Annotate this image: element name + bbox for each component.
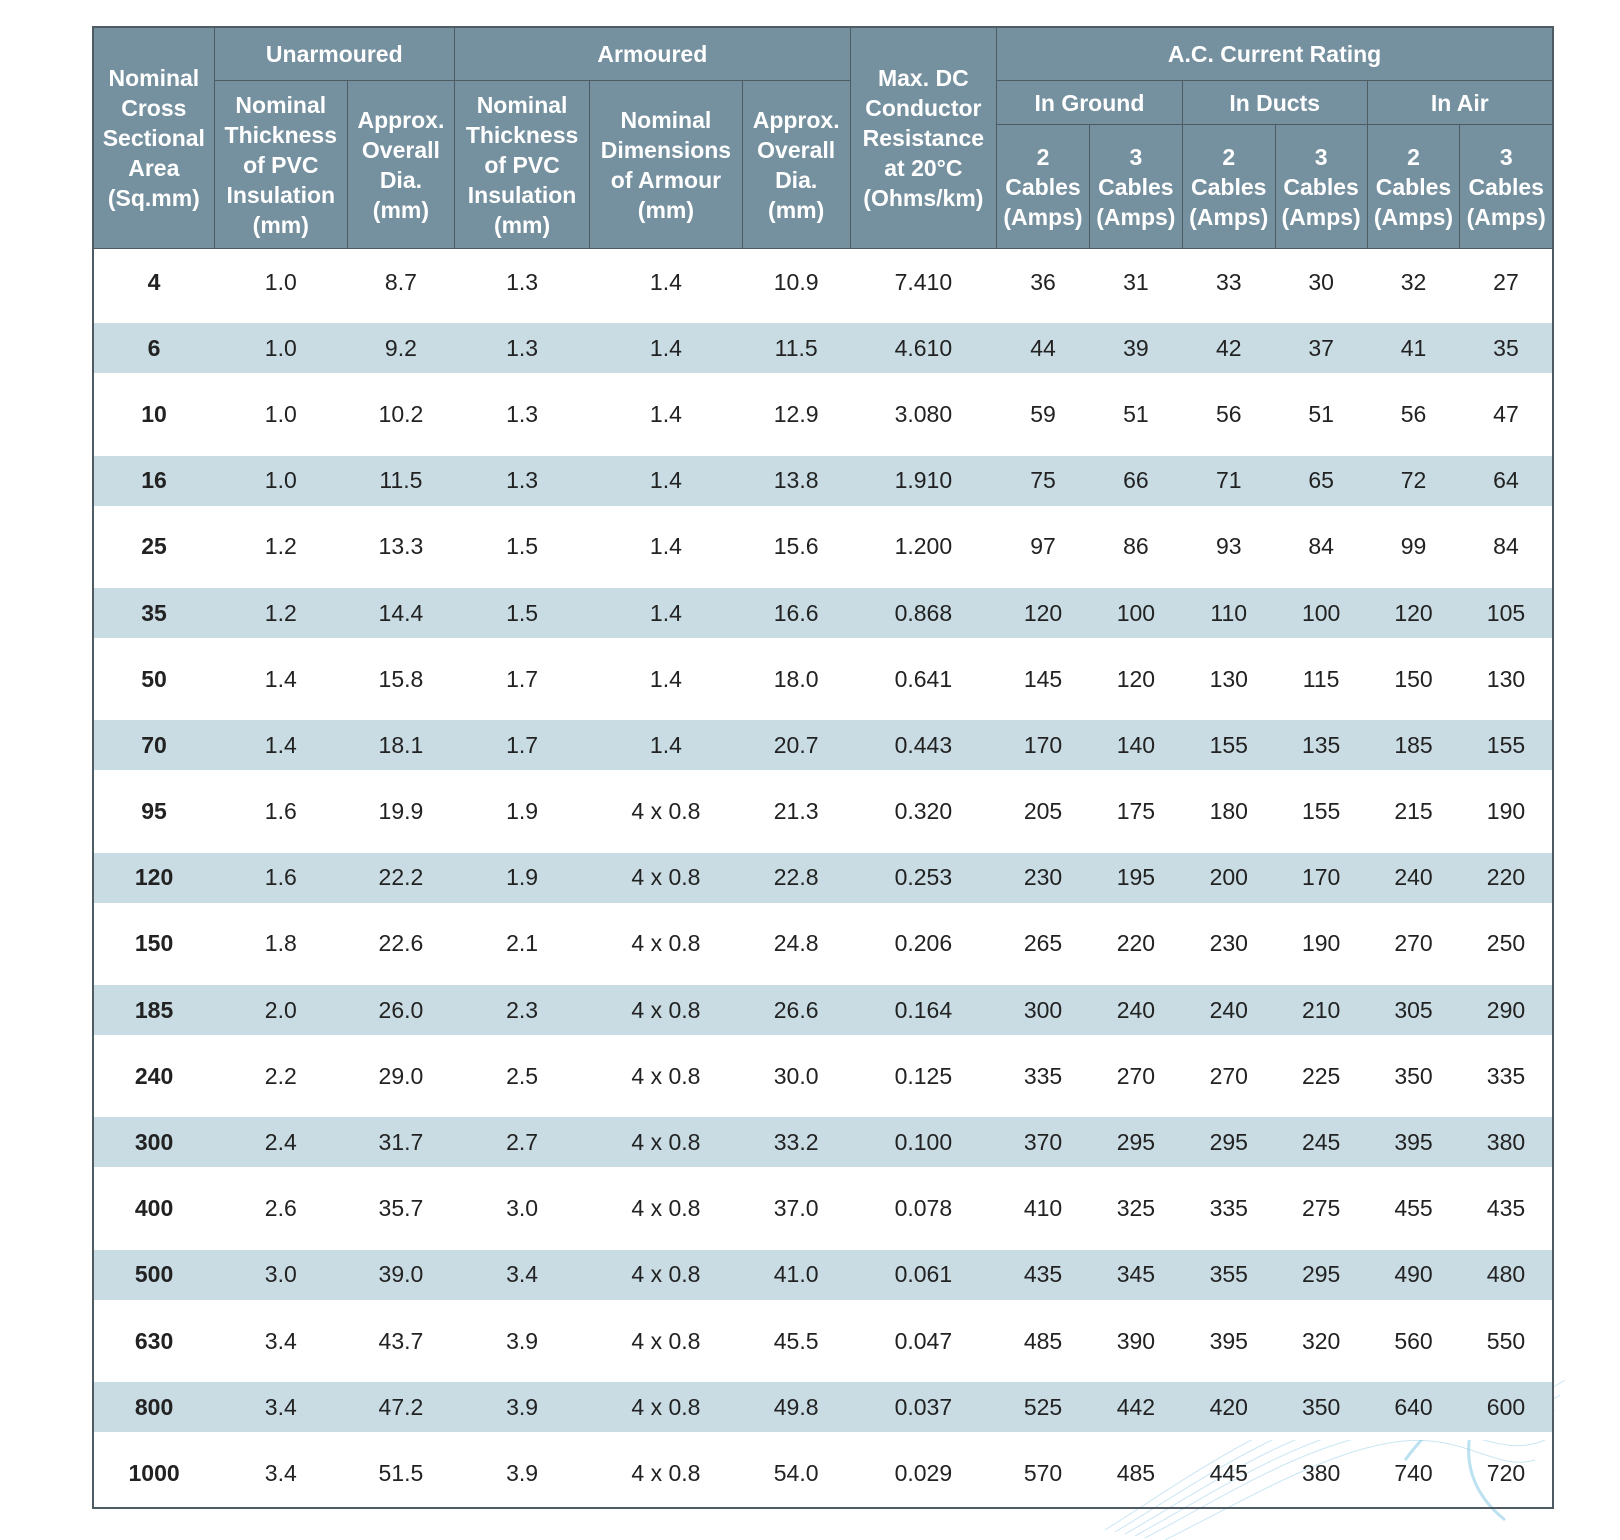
cell-air-2-cables: 185 (1367, 712, 1460, 778)
cell-ducts-3-cables: 225 (1301, 1062, 1341, 1089)
cell-ducts-2-cables: 110 (1182, 580, 1275, 646)
cell-air-2-cables: 490 (1367, 1242, 1460, 1308)
cell-unarmoured-dia: 39.0 (347, 1242, 454, 1308)
cell-unarmoured-thickness: 1.4 (264, 665, 297, 692)
cell-armoured-dia: 30.0 (773, 1062, 819, 1089)
cell-armour-dimensions: 4 x 0.8 (631, 1195, 701, 1222)
cell-armour-dimensions: 1.4 (590, 448, 742, 514)
cell-unarmoured-dia: 29.0 (378, 1062, 424, 1089)
cell-ground-2-cables: 36 (1030, 268, 1056, 295)
cell-air-2-cables: 72 (1367, 448, 1460, 514)
cell-unarmoured-dia: 51.5 (378, 1459, 424, 1486)
cell-armoured-dia: 13.8 (742, 448, 850, 514)
cell-armoured-thickness: 1.5 (506, 533, 539, 560)
cell-ducts-2-cables: 33 (1215, 268, 1242, 295)
cell-armour-dimensions: 1.4 (590, 315, 742, 381)
table-row (93, 381, 1553, 447)
cell-ground-3-cables: 240 (1089, 977, 1182, 1043)
cell-armoured-dia: 12.9 (773, 400, 819, 427)
header-armour-dimensions: Nominal Dimensions of Armour (mm) (590, 81, 742, 249)
cell-armoured-thickness: 1.9 (506, 798, 539, 825)
cell-unarmoured-dia: 22.2 (347, 845, 454, 911)
cell-ground-2-cables: 97 (1030, 533, 1056, 560)
cell-armoured-thickness: 1.7 (506, 665, 539, 692)
cell-nominal-area: 500 (93, 1242, 214, 1308)
cell-armour-dimensions: 1.4 (590, 580, 742, 646)
header-ac-current-rating: A.C. Current Rating (997, 27, 1553, 81)
cell-nominal-area: 6 (93, 315, 214, 381)
cell-dc-resistance: 0.206 (894, 930, 953, 957)
cell-air-2-cables: 150 (1394, 665, 1433, 692)
cell-air-3-cables: 64 (1460, 448, 1553, 514)
cell-air-2-cables: 215 (1394, 798, 1433, 825)
cell-unarmoured-dia: 15.8 (378, 665, 424, 692)
cell-air-3-cables: 250 (1460, 911, 1553, 977)
cell-ground-3-cables: 195 (1089, 845, 1182, 911)
cell-unarmoured-dia: 43.7 (378, 1327, 424, 1354)
cell-ducts-3-cables: 245 (1275, 1109, 1367, 1175)
cell-armoured-thickness: 2.1 (506, 930, 539, 957)
cell-air-3-cables: 290 (1460, 977, 1553, 1043)
cell-armoured-thickness: 1.3 (454, 448, 589, 514)
cell-ground-2-cables: 525 (997, 1374, 1090, 1440)
cell-armoured-dia: 54.0 (773, 1459, 819, 1486)
cell-ducts-3-cables: 350 (1275, 1374, 1367, 1440)
header-nominal-area: Nominal Cross Sectional Area (Sq.mm) (93, 27, 214, 249)
header-unarmoured: Unarmoured (214, 27, 454, 81)
cell-armour-dimensions: 1.4 (649, 665, 682, 692)
cell-armour-dimensions: 4 x 0.8 (631, 1327, 701, 1354)
cell-unarmoured-dia: 35.7 (378, 1195, 424, 1222)
cell-unarmoured-thickness: 1.0 (264, 400, 297, 427)
cell-ducts-2-cables: 93 (1215, 533, 1242, 560)
cell-air-3-cables: 155 (1460, 712, 1553, 778)
header-armoured-insulation-thickness: Nominal Thickness of PVC Insulation (mm) (454, 81, 589, 249)
cell-armoured-thickness: 2.5 (506, 1062, 539, 1089)
cell-armoured-dia: 41.0 (742, 1242, 850, 1308)
cell-armour-dimensions: 4 x 0.8 (590, 1109, 742, 1175)
cell-dc-resistance: 0.047 (894, 1327, 953, 1354)
cell-dc-resistance: 0.125 (894, 1062, 953, 1089)
cell-unarmoured-thickness: 3.0 (214, 1242, 347, 1308)
cell-nominal-area: 800 (93, 1374, 214, 1440)
cell-nominal-area: 50 (93, 646, 214, 712)
cell-nominal-area: 400 (93, 1176, 214, 1242)
cell-nominal-area: 120 (93, 845, 214, 911)
cell-ground-2-cables: 300 (997, 977, 1090, 1043)
cell-air-2-cables: 270 (1394, 930, 1433, 957)
cell-air-3-cables: 600 (1460, 1374, 1553, 1440)
cell-ground-2-cables: 410 (1023, 1195, 1063, 1222)
table-row (93, 580, 1553, 646)
header-ducts-3-cables: 3 Cables (Amps) (1275, 125, 1367, 249)
cell-unarmoured-dia: 14.4 (347, 580, 454, 646)
cell-nominal-area: 35 (93, 580, 214, 646)
cell-unarmoured-thickness: 1.0 (214, 448, 347, 514)
cell-air-3-cables: 35 (1460, 315, 1553, 381)
cell-ducts-3-cables: 155 (1301, 798, 1341, 825)
cell-ground-3-cables: 140 (1089, 712, 1182, 778)
cell-ducts-2-cables: 240 (1182, 977, 1275, 1043)
cell-air-2-cables: 455 (1394, 1195, 1433, 1222)
cell-ducts-2-cables: 56 (1215, 400, 1242, 427)
cell-armoured-dia: 33.2 (742, 1109, 850, 1175)
cell-ground-3-cables: 295 (1089, 1109, 1182, 1175)
cell-air-2-cables: 560 (1394, 1327, 1433, 1354)
header-in-ducts: In Ducts (1182, 81, 1367, 125)
table-row (93, 779, 1553, 845)
cell-unarmoured-thickness: 1.0 (264, 268, 297, 295)
cell-dc-resistance: 0.641 (894, 665, 953, 692)
cell-armoured-dia: 26.6 (742, 977, 850, 1043)
cell-ducts-3-cables: 30 (1308, 268, 1334, 295)
cell-ground-3-cables: 39 (1089, 315, 1182, 381)
cell-air-2-cables: 305 (1367, 977, 1460, 1043)
cell-armoured-thickness: 1.3 (454, 315, 589, 381)
header-in-ground: In Ground (997, 81, 1183, 125)
table-row (93, 911, 1553, 977)
table-row (93, 1043, 1553, 1109)
cell-dc-resistance: 1.910 (850, 448, 996, 514)
cell-ground-3-cables: 31 (1123, 268, 1149, 295)
cell-ducts-3-cables: 190 (1301, 930, 1341, 957)
cell-unarmoured-thickness: 3.4 (264, 1459, 297, 1486)
cell-ground-3-cables: 220 (1116, 930, 1156, 957)
cell-ducts-2-cables: 355 (1182, 1242, 1275, 1308)
header-unarmoured-overall-dia: Approx. Overall Dia. (mm) (347, 81, 454, 249)
cell-ducts-2-cables: 71 (1182, 448, 1275, 514)
cell-armoured-dia: 11.5 (742, 315, 850, 381)
cell-unarmoured-dia: 31.7 (347, 1109, 454, 1175)
cell-armour-dimensions: 4 x 0.8 (590, 977, 742, 1043)
cell-ducts-3-cables: 135 (1275, 712, 1367, 778)
header-ground-3-cables: 3 Cables (Amps) (1089, 125, 1182, 249)
cell-ducts-3-cables: 84 (1308, 533, 1334, 560)
header-air-3-cables: 3 Cables (Amps) (1460, 125, 1553, 249)
cell-ground-3-cables: 100 (1089, 580, 1182, 646)
table-row (93, 1242, 1553, 1308)
cell-dc-resistance: 0.253 (850, 845, 996, 911)
cell-unarmoured-dia: 19.9 (378, 798, 424, 825)
cell-armoured-dia: 45.5 (773, 1327, 819, 1354)
cell-ground-3-cables: 120 (1116, 665, 1156, 692)
cell-unarmoured-thickness: 1.2 (214, 580, 347, 646)
cell-ground-2-cables: 370 (997, 1109, 1090, 1175)
cell-air-3-cables: 84 (1460, 514, 1553, 580)
header-armoured-overall-dia: Approx. Overall Dia. (mm) (742, 81, 850, 249)
table-row (93, 448, 1553, 514)
cell-ground-3-cables: 442 (1089, 1374, 1182, 1440)
cell-ground-3-cables: 485 (1116, 1459, 1156, 1486)
cell-unarmoured-thickness: 1.6 (214, 845, 347, 911)
cell-unarmoured-dia: 13.3 (378, 533, 424, 560)
cell-armoured-thickness: 2.7 (454, 1109, 589, 1175)
cell-ducts-3-cables: 275 (1301, 1195, 1341, 1222)
cell-unarmoured-dia: 18.1 (347, 712, 454, 778)
header-max-dc-resistance: Max. DC Conductor Resistance at 20°C (Ohms/km) (850, 27, 996, 249)
cell-unarmoured-thickness: 1.8 (264, 930, 297, 957)
cell-armoured-dia: 24.8 (773, 930, 819, 957)
cell-nominal-area: 150 (93, 911, 214, 977)
cell-armoured-dia: 20.7 (742, 712, 850, 778)
table-row (93, 1109, 1553, 1175)
cell-nominal-area: 16 (93, 448, 214, 514)
cell-unarmoured-dia: 22.6 (378, 930, 424, 957)
cell-nominal-area: 185 (93, 977, 214, 1043)
cell-dc-resistance: 0.868 (850, 580, 996, 646)
cell-unarmoured-dia: 47.2 (347, 1374, 454, 1440)
cell-ground-2-cables: 335 (1023, 1062, 1063, 1089)
cell-ducts-3-cables: 115 (1302, 665, 1340, 692)
cell-ground-3-cables: 390 (1116, 1327, 1156, 1354)
cell-nominal-area: 70 (93, 712, 214, 778)
cell-air-3-cables: 47 (1460, 381, 1553, 447)
cell-armoured-dia: 16.6 (742, 580, 850, 646)
cell-ground-2-cables: 120 (997, 580, 1090, 646)
cell-ground-2-cables: 59 (1030, 400, 1056, 427)
cell-ducts-2-cables: 200 (1182, 845, 1275, 911)
cell-air-2-cables: 350 (1394, 1062, 1433, 1089)
table-row (93, 977, 1553, 1043)
cell-air-3-cables: 130 (1460, 646, 1553, 712)
cell-ground-2-cables: 570 (1023, 1459, 1063, 1486)
cell-unarmoured-thickness: 1.0 (214, 315, 347, 381)
cell-ducts-3-cables: 380 (1301, 1459, 1341, 1486)
cell-dc-resistance: 0.029 (894, 1459, 953, 1486)
cell-armoured-dia: 21.3 (773, 798, 819, 825)
cell-armoured-dia: 15.6 (773, 533, 819, 560)
cell-ground-2-cables: 75 (997, 448, 1090, 514)
table-row (93, 712, 1553, 778)
cell-ducts-2-cables: 335 (1209, 1195, 1248, 1222)
header-air-2-cables: 2 Cables (Amps) (1367, 125, 1460, 249)
cell-ducts-2-cables: 42 (1182, 315, 1275, 381)
cell-nominal-area: 240 (93, 1043, 214, 1109)
cell-ground-3-cables: 175 (1116, 798, 1156, 825)
cell-dc-resistance: 0.078 (894, 1195, 953, 1222)
cell-unarmoured-thickness: 2.0 (214, 977, 347, 1043)
cell-dc-resistance: 4.610 (850, 315, 996, 381)
cell-ground-2-cables: 44 (997, 315, 1090, 381)
cell-unarmoured-thickness: 3.4 (264, 1327, 297, 1354)
cell-armoured-thickness: 3.9 (506, 1459, 539, 1486)
cell-air-2-cables: 32 (1400, 268, 1427, 295)
cell-nominal-area: 630 (93, 1308, 214, 1374)
cell-air-3-cables: 105 (1460, 580, 1553, 646)
table-row (93, 1308, 1553, 1374)
cell-nominal-area: 1000 (93, 1440, 214, 1507)
cell-armoured-thickness: 3.0 (506, 1195, 539, 1222)
table-row (93, 249, 1553, 316)
cell-unarmoured-thickness: 3.4 (214, 1374, 347, 1440)
cell-armoured-thickness: 1.7 (454, 712, 589, 778)
cell-air-2-cables: 41 (1367, 315, 1460, 381)
cell-armoured-dia: 18.0 (773, 665, 819, 692)
cell-ground-2-cables: 485 (1023, 1327, 1063, 1354)
cell-ducts-3-cables: 65 (1275, 448, 1367, 514)
table-row (93, 646, 1553, 712)
cell-armoured-thickness: 1.9 (454, 845, 589, 911)
table-body (93, 249, 1553, 1508)
cell-ground-2-cables: 145 (1023, 665, 1063, 692)
cell-armour-dimensions: 4 x 0.8 (590, 1242, 742, 1308)
cell-ground-3-cables: 270 (1116, 1062, 1156, 1089)
cell-armour-dimensions: 4 x 0.8 (590, 1374, 742, 1440)
cell-ground-3-cables: 66 (1089, 448, 1182, 514)
cell-air-2-cables: 99 (1400, 533, 1427, 560)
cell-unarmoured-thickness: 1.4 (214, 712, 347, 778)
cell-armour-dimensions: 1.4 (649, 400, 682, 427)
table-row (93, 315, 1553, 381)
table-row (93, 1374, 1553, 1440)
table-row (93, 1440, 1553, 1507)
cell-armour-dimensions: 4 x 0.8 (631, 1062, 701, 1089)
cell-ducts-2-cables: 395 (1209, 1327, 1248, 1354)
cell-ducts-3-cables: 320 (1301, 1327, 1341, 1354)
cell-ducts-2-cables: 445 (1209, 1459, 1248, 1486)
cell-air-2-cables: 56 (1400, 400, 1427, 427)
cable-specification-table (92, 26, 1554, 1509)
cell-ground-2-cables: 230 (997, 845, 1090, 911)
cell-ground-2-cables: 205 (1023, 798, 1063, 825)
cell-unarmoured-dia: 10.2 (378, 400, 424, 427)
cell-ducts-2-cables: 295 (1182, 1109, 1275, 1175)
cell-unarmoured-thickness: 2.4 (214, 1109, 347, 1175)
cell-nominal-area: 4 (93, 249, 214, 316)
cell-ducts-2-cables: 180 (1209, 798, 1248, 825)
cell-unarmoured-dia: 11.5 (347, 448, 454, 514)
table-row (93, 845, 1553, 911)
cell-ducts-2-cables: 130 (1209, 665, 1248, 692)
cell-armour-dimensions: 4 x 0.8 (631, 798, 701, 825)
cell-nominal-area: 300 (93, 1109, 214, 1175)
cell-nominal-area: 25 (93, 514, 214, 580)
cell-air-2-cables: 120 (1367, 580, 1460, 646)
cell-ducts-2-cables: 270 (1209, 1062, 1248, 1089)
cell-ducts-2-cables: 230 (1209, 930, 1248, 957)
cell-ground-2-cables: 170 (997, 712, 1090, 778)
cell-dc-resistance: 1.200 (894, 533, 953, 560)
cell-unarmoured-dia: 8.7 (384, 268, 417, 295)
cell-air-3-cables: 435 (1460, 1176, 1553, 1242)
cell-air-2-cables: 395 (1367, 1109, 1460, 1175)
cell-armoured-dia: 22.8 (742, 845, 850, 911)
cell-armour-dimensions: 4 x 0.8 (631, 1459, 701, 1486)
cell-armoured-thickness: 1.3 (506, 400, 539, 427)
cell-armoured-dia: 49.8 (742, 1374, 850, 1440)
cell-dc-resistance: 0.164 (850, 977, 996, 1043)
cell-armoured-thickness: 3.9 (506, 1327, 539, 1354)
header-unarmoured-insulation-thickness: Nominal Thickness of PVC Insulation (mm) (214, 81, 347, 249)
cell-armoured-thickness: 2.3 (454, 977, 589, 1043)
cell-armour-dimensions: 1.4 (649, 268, 682, 295)
cell-air-3-cables: 190 (1460, 779, 1553, 845)
cell-armoured-dia: 10.9 (773, 268, 819, 295)
cell-armour-dimensions: 4 x 0.8 (590, 845, 742, 911)
cell-ducts-3-cables: 170 (1275, 845, 1367, 911)
header-in-air: In Air (1367, 81, 1553, 125)
cell-air-2-cables: 740 (1394, 1459, 1433, 1486)
cell-ground-3-cables: 51 (1123, 400, 1149, 427)
cell-dc-resistance: 0.320 (894, 798, 953, 825)
cell-dc-resistance: 0.061 (850, 1242, 996, 1308)
cell-armour-dimensions: 1.4 (590, 712, 742, 778)
cell-ducts-3-cables: 100 (1275, 580, 1367, 646)
cell-dc-resistance: 3.080 (894, 400, 953, 427)
cell-air-3-cables: 335 (1460, 1043, 1553, 1109)
cell-unarmoured-dia: 9.2 (347, 315, 454, 381)
header-armoured: Armoured (454, 27, 850, 81)
cell-dc-resistance: 7.410 (894, 268, 953, 295)
header-ground-2-cables: 2 Cables (Amps) (997, 125, 1090, 249)
cell-ground-3-cables: 325 (1116, 1195, 1156, 1222)
cell-armoured-thickness: 1.5 (454, 580, 589, 646)
cell-ducts-3-cables: 51 (1308, 400, 1334, 427)
cell-ground-3-cables: 86 (1123, 533, 1149, 560)
cell-air-2-cables: 640 (1367, 1374, 1460, 1440)
cell-unarmoured-thickness: 1.6 (264, 798, 297, 825)
cell-dc-resistance: 0.100 (850, 1109, 996, 1175)
cell-ground-2-cables: 265 (1023, 930, 1063, 957)
cell-dc-resistance: 0.037 (850, 1374, 996, 1440)
header-ducts-2-cables: 2 Cables (Amps) (1182, 125, 1275, 249)
cell-unarmoured-thickness: 1.2 (264, 533, 297, 560)
cell-dc-resistance: 0.443 (850, 712, 996, 778)
cell-air-3-cables: 220 (1460, 845, 1553, 911)
cell-ducts-3-cables: 210 (1275, 977, 1367, 1043)
cell-unarmoured-dia: 26.0 (347, 977, 454, 1043)
table-row (93, 514, 1553, 580)
cell-air-3-cables: 27 (1460, 249, 1553, 316)
cell-ducts-2-cables: 155 (1182, 712, 1275, 778)
cell-armoured-dia: 37.0 (773, 1195, 819, 1222)
cell-ground-2-cables: 435 (997, 1242, 1090, 1308)
cell-air-3-cables: 480 (1460, 1242, 1553, 1308)
cell-air-3-cables: 550 (1460, 1308, 1553, 1374)
cell-ducts-3-cables: 295 (1275, 1242, 1367, 1308)
cell-ducts-3-cables: 37 (1275, 315, 1367, 381)
cell-air-3-cables: 720 (1460, 1440, 1553, 1507)
cell-armour-dimensions: 4 x 0.8 (631, 930, 701, 957)
cell-armoured-thickness: 1.3 (506, 268, 539, 295)
cell-armoured-thickness: 3.9 (454, 1374, 589, 1440)
cell-armoured-thickness: 3.4 (454, 1242, 589, 1308)
cell-unarmoured-thickness: 2.6 (264, 1195, 297, 1222)
cell-air-2-cables: 240 (1367, 845, 1460, 911)
cell-nominal-area: 95 (93, 779, 214, 845)
cell-armour-dimensions: 1.4 (649, 533, 682, 560)
cell-ground-3-cables: 345 (1089, 1242, 1182, 1308)
cell-nominal-area: 10 (93, 381, 214, 447)
cell-air-3-cables: 380 (1460, 1109, 1553, 1175)
cell-ducts-2-cables: 420 (1182, 1374, 1275, 1440)
cell-unarmoured-thickness: 2.2 (264, 1062, 297, 1089)
table-row (93, 1176, 1553, 1242)
